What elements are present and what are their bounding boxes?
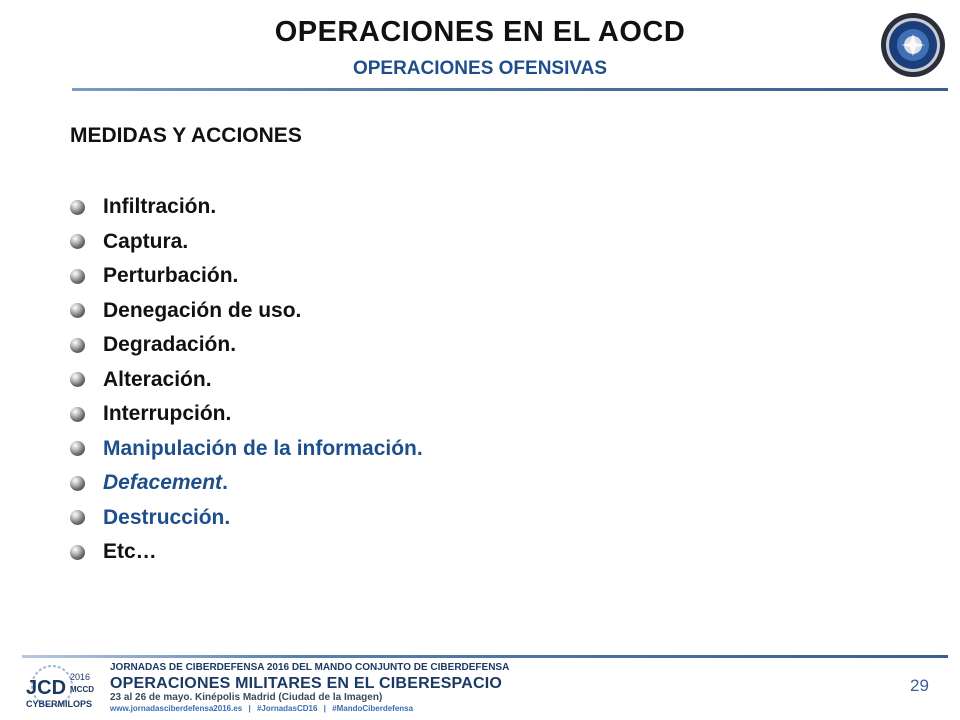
list-item-text: Interrupción. — [103, 402, 232, 426]
list-item-text: Infiltración. — [103, 195, 217, 219]
list-item-text: Defacement — [103, 471, 223, 495]
list-item-text: Perturbación. — [103, 264, 239, 288]
list-item-text: Manipulación de la información. — [103, 436, 423, 460]
slide-title: OPERACIONES EN EL AOCD — [274, 16, 686, 48]
slide-subtitle: OPERACIONES OFENSIVAS — [352, 58, 608, 79]
sphere-bullet-icon — [70, 372, 85, 387]
list-item — [70, 397, 423, 432]
list-item — [70, 190, 423, 225]
footer-link-hashtag-jornadas[interactable]: #JornadasCD16 — [256, 704, 318, 713]
list-item — [70, 328, 423, 363]
list-item-text: Alteración. — [103, 367, 212, 391]
footer-link-website[interactable]: www.jornadasciberdefensa2016.es — [110, 704, 243, 713]
sphere-bullet-icon — [70, 338, 85, 353]
list-item — [70, 363, 423, 398]
list-item — [70, 535, 423, 570]
sphere-bullet-icon — [70, 407, 85, 422]
list-item — [70, 294, 423, 329]
logo-sub1-text: MCCD — [70, 685, 94, 694]
sphere-bullet-icon — [70, 269, 85, 284]
list-item — [70, 501, 423, 536]
action-list — [70, 190, 423, 570]
sphere-bullet-icon — [70, 200, 85, 215]
list-item — [70, 259, 423, 294]
footer-separator: | — [248, 704, 251, 713]
list-item-text: Etc… — [103, 540, 157, 564]
logo-main-text: JCD — [26, 677, 67, 699]
title-divider — [72, 88, 948, 91]
sphere-bullet-icon — [70, 234, 85, 249]
footer-divider — [22, 655, 948, 658]
footer-event-name: JORNADAS DE CIBERDEFENSA 2016 DEL MANDO CONJUNTO DE CIBERDEFENSA — [110, 662, 510, 673]
list-item — [70, 432, 423, 467]
sphere-bullet-icon — [70, 476, 85, 491]
footer-event-title: OPERACIONES MILITARES EN EL CIBERESPACIO — [110, 675, 503, 692]
sphere-bullet-icon — [70, 441, 85, 456]
list-item-text: Degradación. — [103, 333, 237, 357]
command-seal-icon — [880, 12, 946, 78]
list-item-suffix: . — [222, 471, 228, 495]
sphere-bullet-icon — [70, 303, 85, 318]
jcd-logo-icon — [22, 662, 102, 716]
list-item-text: Destrucción. — [103, 505, 231, 529]
section-heading: MEDIDAS Y ACCIONES — [70, 124, 302, 147]
page-number: 29 — [910, 676, 929, 695]
list-item-text: Denegación de uso. — [103, 298, 302, 322]
sphere-bullet-icon — [70, 545, 85, 560]
logo-year-text: 2016 — [70, 672, 91, 682]
list-item — [70, 225, 423, 260]
footer-links — [110, 704, 417, 713]
sphere-bullet-icon — [70, 510, 85, 525]
footer-event-date: 23 al 26 de mayo. Kinépolis Madrid (Ciudad de la Imagen) — [110, 692, 383, 703]
logo-sub2-text: CYBERMILOPS — [26, 699, 93, 709]
list-item-text: Captura. — [103, 229, 189, 253]
list-item — [70, 466, 423, 501]
footer-link-hashtag-mando[interactable]: #MandoCiberdefensa — [332, 704, 414, 713]
footer-separator: | — [323, 704, 326, 713]
